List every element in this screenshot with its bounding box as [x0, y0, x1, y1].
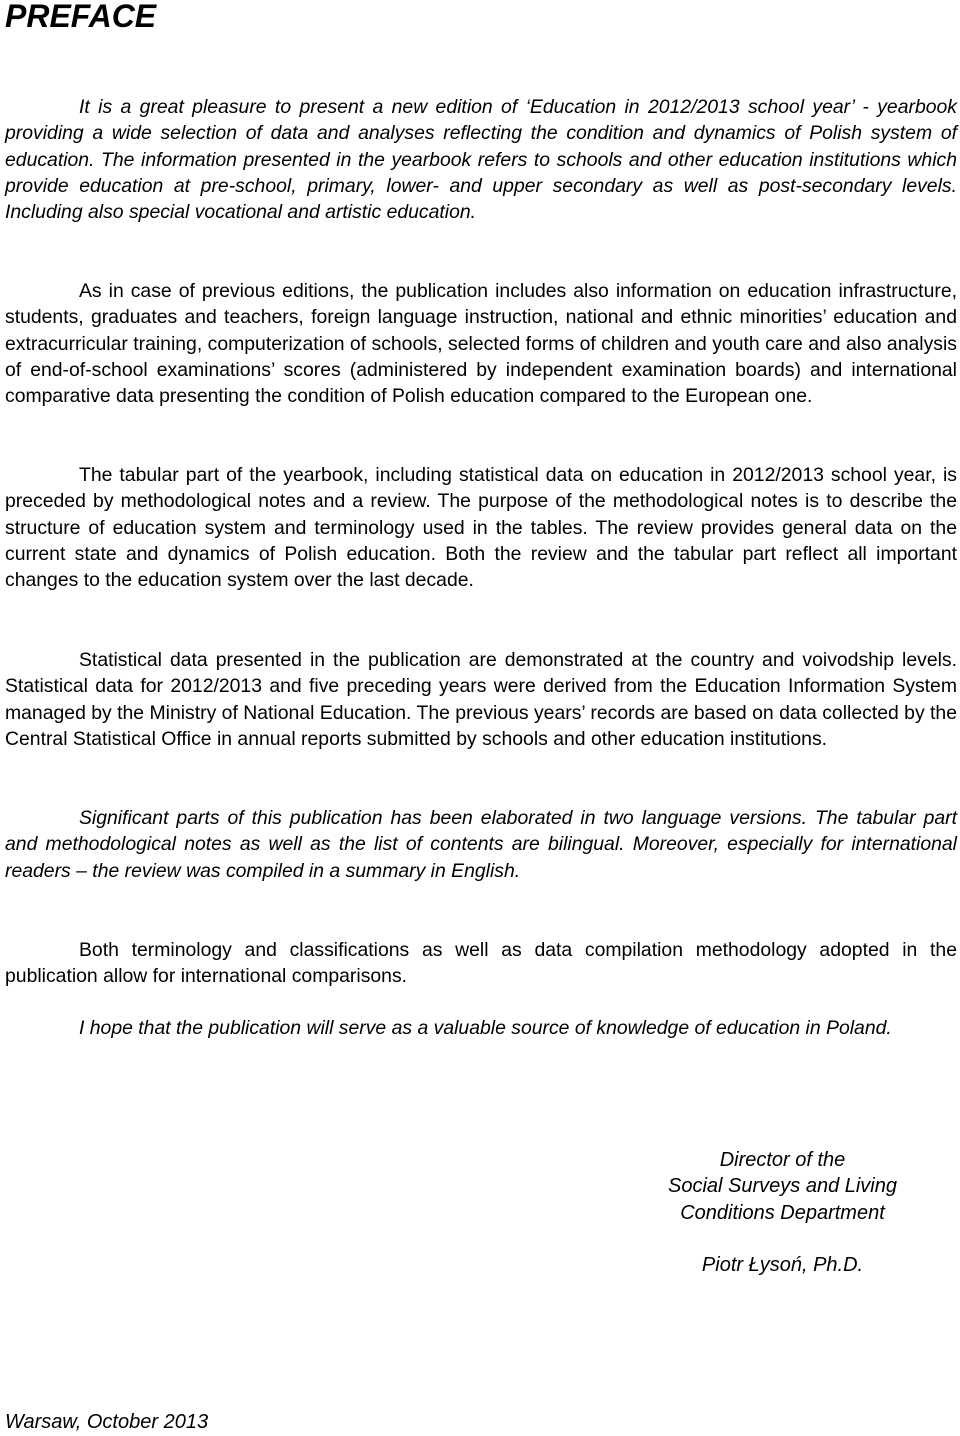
preface-paragraph-6: Both terminology and classifications as well as data compilation methodology adopted in the publication allow for international comparisons.	[5, 939, 957, 988]
signature-title-line-3: Conditions Department	[680, 1201, 885, 1224]
signature-title-line-1: Director of the	[719, 1149, 846, 1171]
preface-paragraph-3: The tabular part of the yearbook, including statistical data on education in 2012/2013 school year, is preceded by methodological notes and a review. The purpose of the methodological notes is to describe the structure of education system and terminology used in the tables. The review provides general data on the current state and dynamics of Polish education. Both the review and the tabular part reflect all important changes to the education system over the last decade.	[5, 464, 957, 592]
signatory-name: Piotr Łysoń, Ph.D.	[701, 1254, 864, 1276]
preface-paragraph-1: It is a great pleasure to present a new edition of ‘Education in 2012/2013 school year’ - yearbook providing a wide selection of data and analyses reflecting the condition and dynamics of Polish system of education. The information presented in the yearbook refers to schools and other education institutions which provide education at pre-school, primary, lower- and upper secondary as well as post-secondary levels. Including also special vocational and artistic education.	[5, 96, 957, 224]
signatory-name-block	[625, 1252, 940, 1278]
signature-block	[625, 1147, 940, 1226]
preface-paragraph-2: As in case of previous editions, the publication includes also information on education infrastructure, students, graduates and teachers, foreign language instruction, national and ethnic minorities’ education and extracurricular training, computerization of schools, selected forms of children and youth care and also analysis of end-of-school examinations’ scores (administered by independent examination boards) and international comparative data presenting the condition of Polish education compared to the European one.	[5, 280, 957, 408]
preface-paragraph-7: I hope that the publication will serve as a valuable source of knowledge of education in Poland.	[79, 1017, 892, 1039]
preface-paragraph-4: Statistical data presented in the publication are demonstrated at the country and voivodship levels. Statistical data for 2012/2013 and five preceding years were derived from the Education Information System managed by the Ministry of National Education. The previous years’ records are based on data collected by the Central Statistical Office in annual reports submitted by schools and other education institutions.	[5, 649, 957, 750]
place-and-date: Warsaw, October 2013	[5, 1411, 209, 1433]
signature-title-line-2: Social Surveys and Living	[667, 1175, 897, 1198]
preface-paragraph-5: Significant parts of this publication has been elaborated in two language versions. The tabular part and methodological notes as well as the list of contents are bilingual. Moreover, especially for international readers – the review was compiled in a summary in English.	[5, 807, 957, 882]
page-title: PREFACE	[5, 0, 157, 34]
document-page	[5, 0, 957, 1436]
